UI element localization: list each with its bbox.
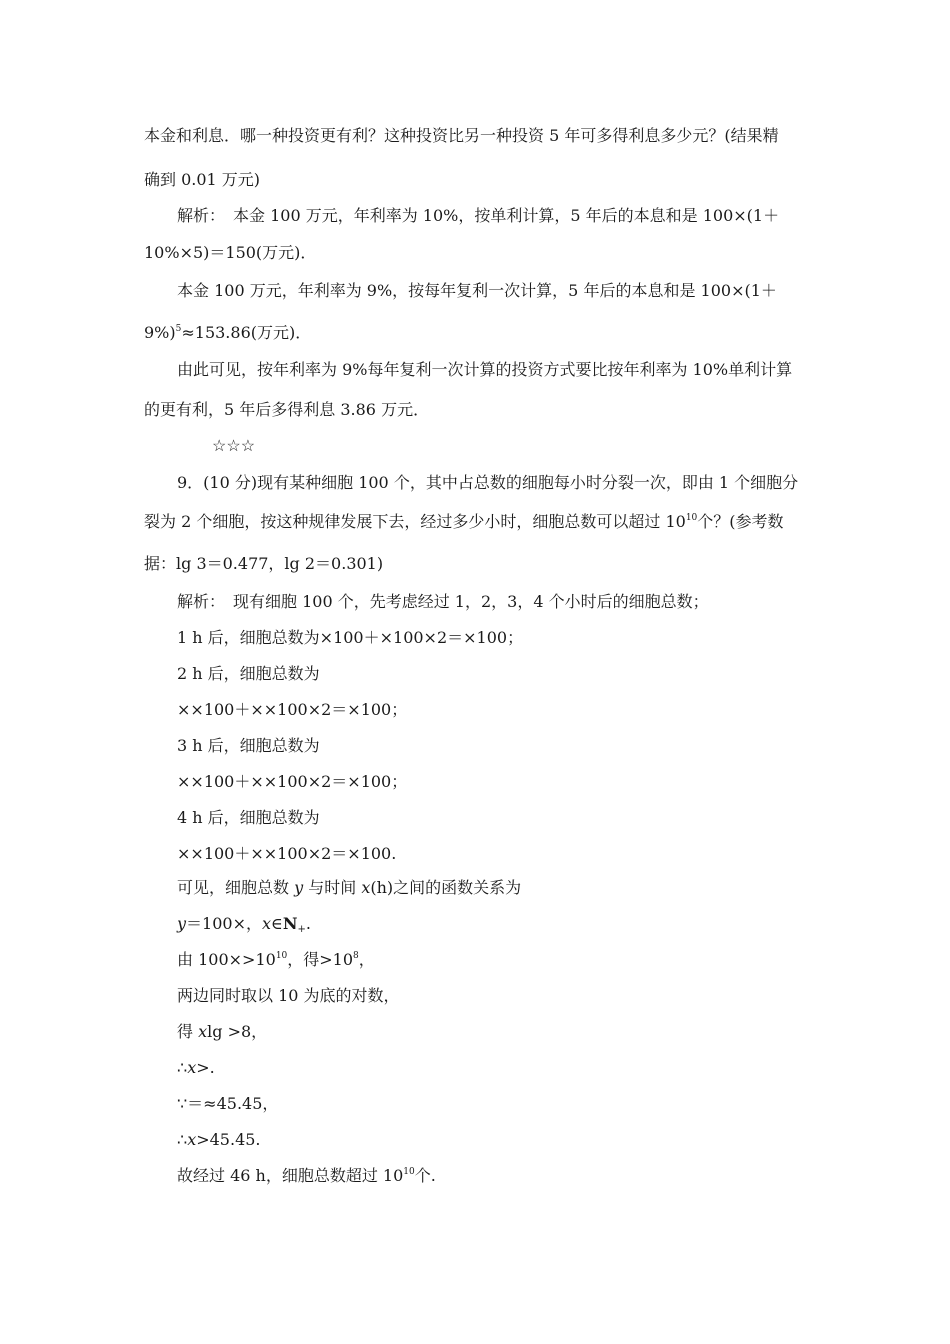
- text-line: 的更有利，5 年后多得利息 3.86 万元．: [144, 400, 430, 419]
- text-line: 4 h 后，细胞总数为: [177, 808, 320, 827]
- text-line: ××100＋××100×2＝×100；: [177, 700, 408, 719]
- text-line: 10%×5)＝150(万元)．: [144, 243, 317, 262]
- text-line: 1 h 后，细胞总数为×100＋×100×2＝×100；: [177, 628, 524, 647]
- text-line: 两边同时取以 10 为底的对数，: [177, 986, 400, 1005]
- text-line: 3 h 后，细胞总数为: [177, 736, 320, 755]
- text-line: 2 h 后，细胞总数为: [177, 664, 320, 683]
- text-line: ∴x>45.45.: [177, 1130, 261, 1149]
- text-line: ××100＋××100×2＝×100；: [177, 772, 408, 791]
- text-line: 由此可见，按年利率为 9%每年复利一次计算的投资方式要比按年利率为 10%单利计算: [177, 360, 793, 379]
- text-line: 得 xlg >8，: [177, 1022, 268, 1041]
- text-line: 9%)$^5$≈153.86(万元)．: [144, 323, 312, 342]
- text-line: 本金 100 万元，年利率为 9%，按每年复利一次计算，5 年后的本息和是 100×(1＋: [177, 281, 777, 300]
- text-line: 确到 0.01 万元): [144, 170, 261, 189]
- text-line: y＝100×，$x\in N_+$.: [177, 914, 311, 935]
- text-line: 解析： 本金 100 万元，年利率为 10%，按单利计算，5 年后的本息和是 100×(1＋: [177, 206, 780, 225]
- text-line: 由 $100\times>10^{10}$，得$>10^8$，: [177, 950, 375, 969]
- text-line: 解析： 现有细胞 100 个，先考虑经过 1，2，3，4 个小时后的细胞总数；: [177, 592, 709, 611]
- text-line: 可见，细胞总数 y 与时间 x(h)之间的函数关系为: [177, 878, 522, 897]
- text-line: ∵＝≈45.45，: [177, 1094, 279, 1113]
- separator-stars: ☆☆☆: [212, 436, 256, 455]
- text-line: 裂为 2 个细胞，按这种规律发展下去，经过多少小时，细胞总数可以超过 $10^{10}$个？(参考数: [144, 512, 784, 531]
- text-line: 本金和利息．哪一种投资更有利？这种投资比另一种投资 5 年可多得利息多少元？(结果精: [144, 126, 779, 145]
- text-line: 据：lg 3＝0.477，lg 2＝0.301): [144, 554, 384, 573]
- text-line: ∴x>.: [177, 1058, 215, 1077]
- text-line: 故经过 46 h，细胞总数超过 $10^{10}$个.: [177, 1166, 436, 1185]
- problem-heading: 9．(10 分)现有某种细胞 100 个，其中占总数的细胞每小时分裂一次，即由 1 个细胞分: [177, 473, 799, 492]
- text-line: ××100＋××100×2＝×100.: [177, 844, 397, 863]
